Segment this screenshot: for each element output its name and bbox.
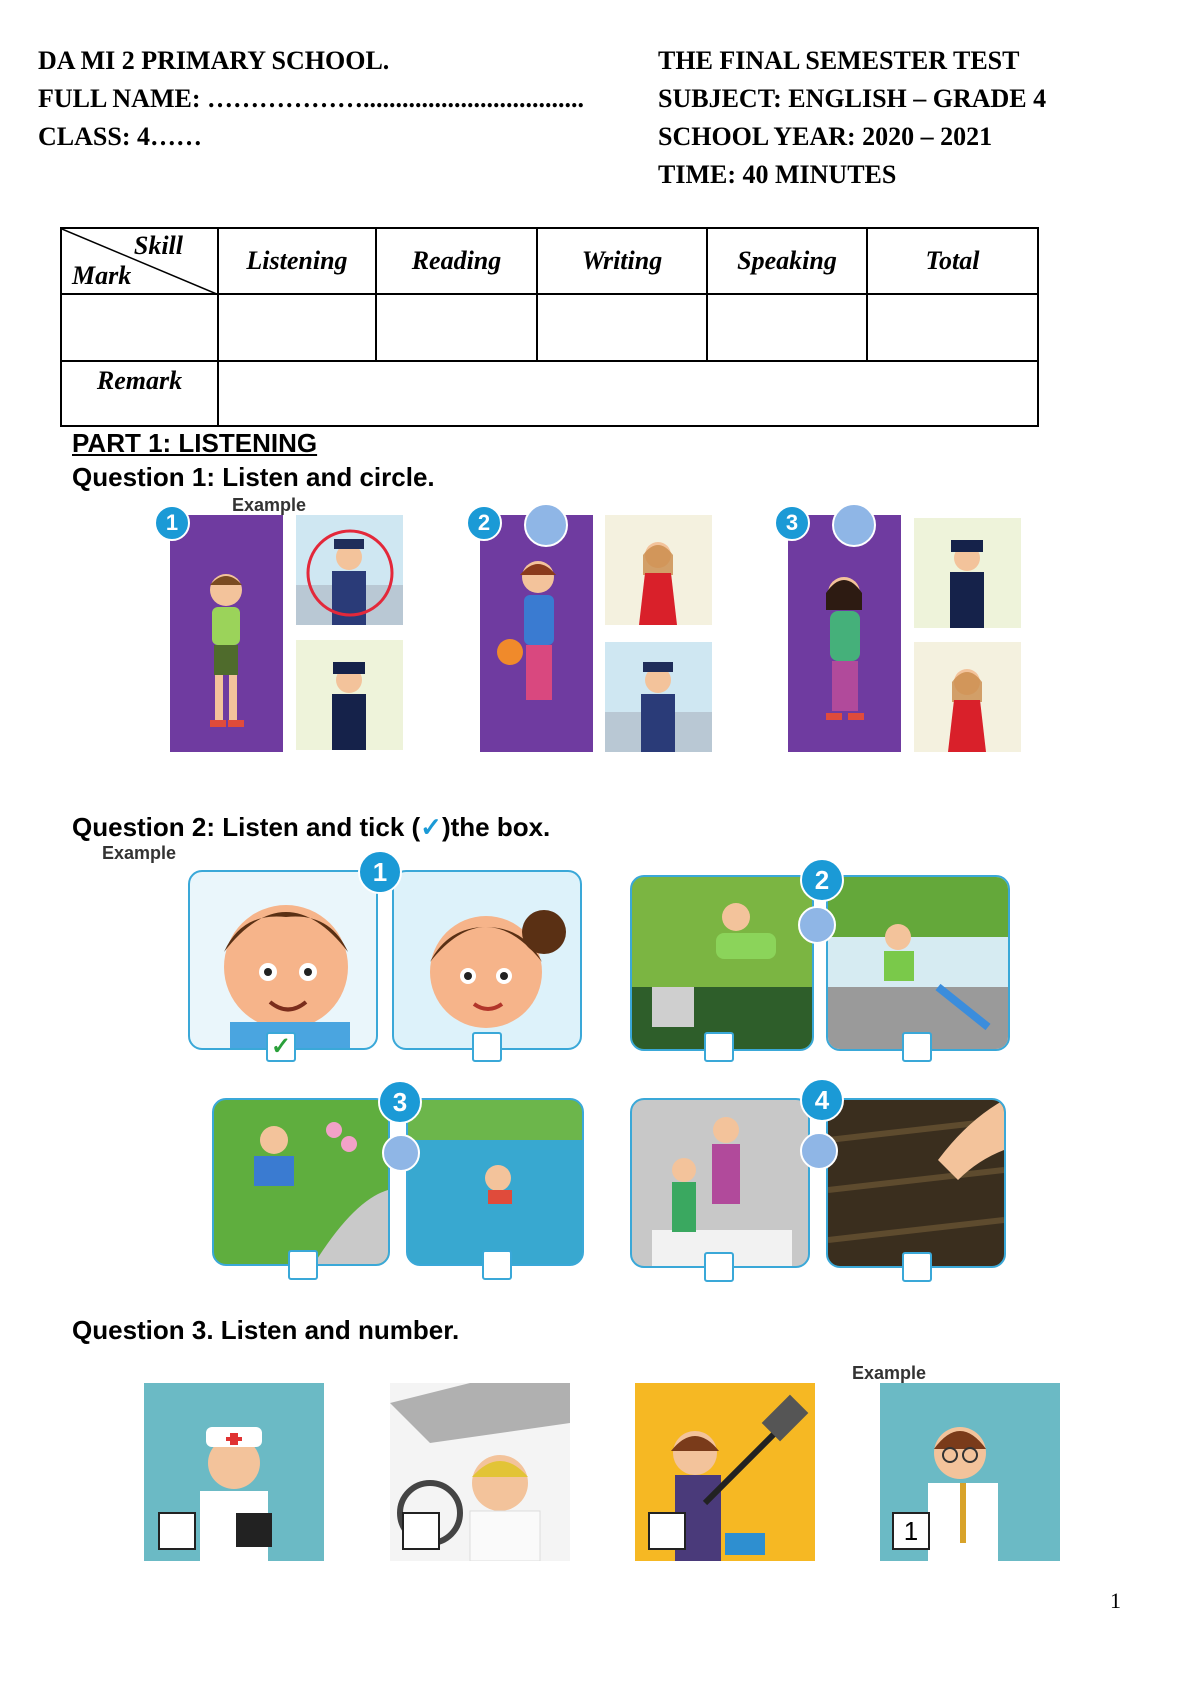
speaking-score-cell[interactable] — [707, 294, 867, 361]
q2-1-woman-image — [392, 870, 582, 1050]
q2-number-2: 2 — [800, 858, 844, 902]
q2-2-watering-image — [826, 875, 1010, 1051]
tick-icon: ✓ — [420, 812, 442, 842]
full-name-line: FULL NAME: ……………….................................. — [38, 84, 584, 113]
school-year-line: SCHOOL YEAR: 2020 – 2021 — [658, 122, 993, 151]
singer-figure — [914, 642, 1021, 752]
pilot-figure — [605, 642, 712, 752]
test-title: THE FINAL SEMESTER TEST — [658, 46, 1020, 75]
col-listening: Listening — [218, 228, 376, 294]
q1-3-police-image[interactable] — [914, 518, 1021, 628]
singer-figure — [605, 515, 712, 625]
audio-disc-icon — [800, 1132, 838, 1170]
writing-score-cell[interactable] — [537, 294, 707, 361]
audio-disc-icon — [798, 906, 836, 944]
q2-4-helping-image — [630, 1098, 810, 1268]
q2-2-checkbox-a[interactable] — [704, 1032, 734, 1062]
boy-figure — [170, 515, 283, 752]
q2-1-checkbox-a-checked[interactable]: ✓ — [266, 1032, 296, 1062]
test-header — [658, 42, 1046, 194]
q1-title: Question 1: Listen and circle. — [72, 462, 435, 492]
police-figure — [296, 640, 403, 750]
girl-ball-figure — [480, 515, 593, 752]
q1-1-pilot-image[interactable] — [296, 515, 403, 625]
col-reading: Reading — [376, 228, 537, 294]
q2-number-3: 3 — [378, 1080, 422, 1124]
q3-answer-box-3[interactable] — [648, 1512, 686, 1550]
q1-2-pilot-image[interactable] — [605, 642, 712, 752]
q2-example-label: Example — [102, 843, 177, 863]
q3-example-label: Example — [852, 1363, 927, 1383]
girl-planting-flowers — [214, 1100, 388, 1264]
q3-title: Question 3. Listen and number. — [72, 1315, 460, 1345]
q3-answer-box-1[interactable] — [158, 1512, 196, 1550]
q3-answer-box-2[interactable] — [402, 1512, 440, 1550]
q2-1-man-image — [188, 870, 378, 1050]
score-table — [60, 227, 1039, 427]
skill-mark-corner — [61, 228, 218, 294]
q2-2-picking-image — [630, 875, 814, 1051]
q2-2-checkbox-b[interactable] — [902, 1032, 932, 1062]
q1-1-police-image[interactable] — [296, 640, 403, 750]
skill-label: Skill — [133, 231, 183, 260]
boy-swimming — [408, 1100, 582, 1264]
q1-example-label: Example — [232, 495, 307, 515]
q1-2-singer-image[interactable] — [605, 515, 712, 625]
mark-label: Mark — [72, 261, 132, 290]
audio-disc-icon — [524, 503, 568, 547]
q1-3-child-image — [788, 515, 901, 752]
boy-watering-flowers — [828, 877, 1008, 1049]
pilot-figure — [296, 515, 403, 625]
q1-number-2: 2 — [466, 505, 502, 541]
total-score-cell[interactable] — [867, 294, 1038, 361]
q3-example-answer-box: 1 — [892, 1512, 930, 1550]
q2-3-checkbox-a[interactable] — [288, 1250, 318, 1280]
subject-line: SUBJECT: ENGLISH – GRADE 4 — [658, 84, 1047, 113]
q2-number-1: 1 — [358, 850, 402, 894]
q2-3-checkbox-b[interactable] — [482, 1250, 512, 1280]
police-figure — [914, 518, 1021, 628]
boy-helping-elder — [632, 1100, 808, 1266]
part1-title: PART 1: LISTENING — [72, 428, 318, 458]
class-line: CLASS: 4…… — [38, 122, 202, 151]
col-writing: Writing — [537, 228, 707, 294]
col-speaking: Speaking — [707, 228, 867, 294]
q2-3-gardening-image — [212, 1098, 390, 1266]
time-line: TIME: 40 MINUTES — [658, 160, 897, 189]
q2-3-swimming-image — [406, 1098, 584, 1266]
remark-cell[interactable] — [218, 361, 1038, 426]
q2-number-4: 4 — [800, 1078, 844, 1122]
page-number: 1 — [1110, 1588, 1121, 1613]
school-header — [38, 42, 584, 156]
school-name: DA MI 2 PRIMARY SCHOOL. — [38, 46, 390, 75]
q1-number-1: 1 — [154, 505, 190, 541]
hand-planting-seeds — [828, 1100, 1004, 1266]
q2-4-checkbox-a[interactable] — [704, 1252, 734, 1282]
reading-score-cell[interactable] — [376, 294, 537, 361]
man-face — [190, 872, 376, 1048]
q1-1-child-image — [170, 515, 283, 752]
q1-3-singer-image[interactable] — [914, 642, 1021, 752]
boy-picking-litter — [632, 877, 812, 1049]
q2-4-planting-image — [826, 1098, 1006, 1268]
q2-title: Question 2: Listen and tick (✓)the box. — [72, 812, 551, 842]
woman-face — [394, 872, 580, 1048]
mark-cell[interactable] — [61, 294, 218, 361]
q1-number-3: 3 — [774, 505, 810, 541]
girl-walking-figure — [788, 515, 901, 752]
remark-label: Remark — [61, 361, 218, 426]
listening-score-cell[interactable] — [218, 294, 376, 361]
col-total: Total — [867, 228, 1038, 294]
q1-2-child-image — [480, 515, 593, 752]
q2-1-checkbox-b[interactable] — [472, 1032, 502, 1062]
audio-disc-icon — [382, 1134, 420, 1172]
q2-4-checkbox-b[interactable] — [902, 1252, 932, 1282]
audio-disc-icon — [832, 503, 876, 547]
